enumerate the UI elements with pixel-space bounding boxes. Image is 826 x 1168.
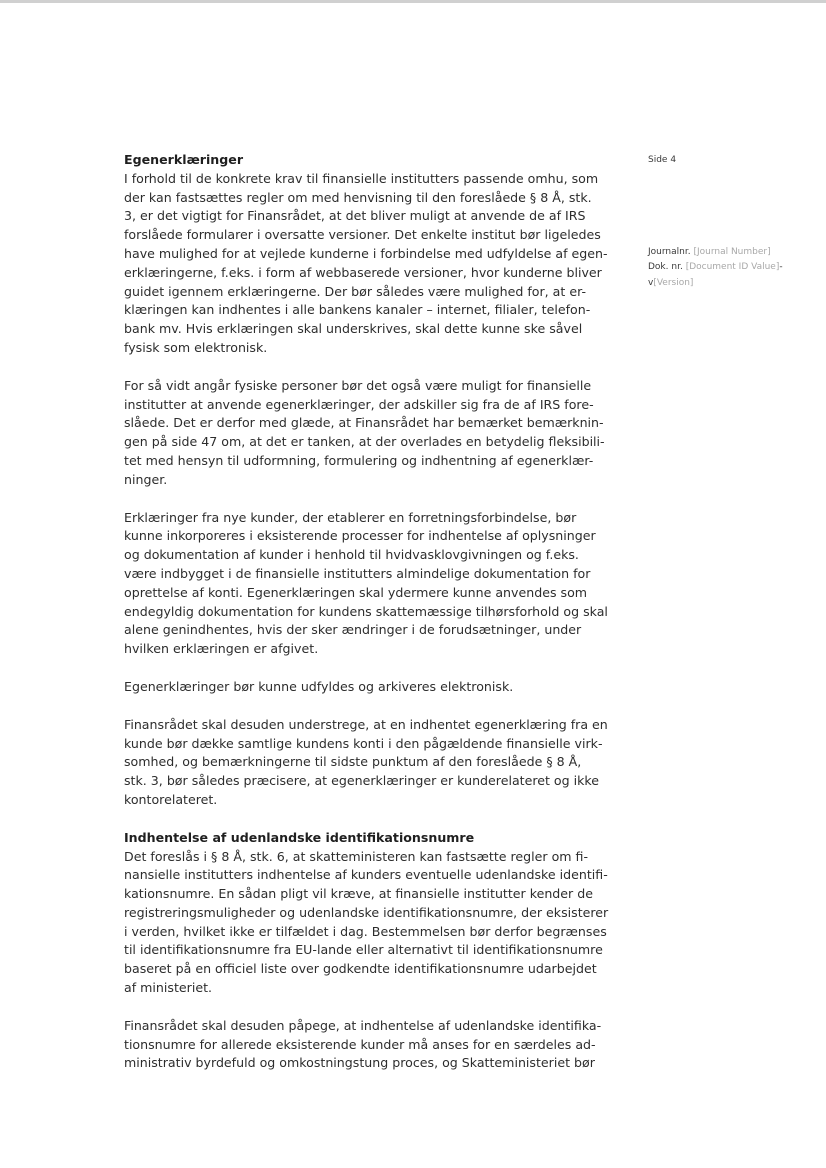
paragraph — [124, 151, 608, 358]
page-number: Side 4 — [648, 155, 677, 165]
paragraph-line: 3, er det vigtigt for Finansrådet, at det bliver muligt at anvende de af IRS — [124, 208, 586, 224]
paragraph-line: institutter at anvende egenerklæringer, der adskiller sig fra de af IRS fore- — [124, 396, 594, 412]
journal-number-value: [Journal Number] — [693, 246, 771, 257]
paragraph-spacer — [124, 998, 608, 1017]
paragraph-line: Finansrådet skal desuden understrege, at en indhentet egenerklæring fra en — [124, 716, 608, 732]
paragraph-spacer — [124, 358, 608, 377]
paragraph-line: nansielle institutters indhentelse af kunders eventuelle udenlandske identifi- — [124, 867, 608, 883]
document-number-suffix: - — [779, 262, 783, 273]
version-row — [648, 276, 818, 292]
paragraph — [124, 829, 608, 998]
paragraph-line: endegyldig dokumentation for kundens skattemæssige tilhørsforhold og skal — [124, 603, 608, 619]
paragraph-line: kontorelateret. — [124, 791, 218, 807]
paragraph-line: hvilken erklæringen er afgivet. — [124, 641, 319, 657]
paragraph — [124, 716, 608, 810]
paragraph-line: baseret på en officiel liste over godkendte identifikationsnumre udarbejdet — [124, 961, 597, 977]
paragraph-line: Finansrådet skal desuden påpege, at indhentelse af udenlandske identifika- — [124, 1017, 602, 1033]
paragraph-spacer — [124, 810, 608, 829]
paragraph-line: have mulighed for at vejlede kunderne i forbindelse med udfyldelse af egen- — [124, 245, 608, 261]
paragraph-line: kationsnumre. En sådan pligt vil kræve, at finansielle institutter kender de — [124, 886, 593, 902]
paragraph-line: guidet igennem erklæringerne. Der bør således være mulighed for, at er- — [124, 283, 586, 299]
paragraph — [124, 1017, 608, 1073]
paragraph — [124, 377, 608, 490]
paragraph-line: af ministeriet. — [124, 980, 213, 996]
paragraph-line: gen på side 47 om, at det er tanken, at der overlades en betydelig fleksibili- — [124, 434, 605, 450]
paragraph-line: alene genindhentes, hvis der sker ændringer i de forudsætninger, under — [124, 622, 582, 638]
paragraph-line: slåede. Det er derfor med glæde, at Finansrådet har bemærket bemærknin- — [124, 415, 604, 431]
paragraph-line: oprettelse af konti. Egenerklæringen skal ydermere kunne anvendes som — [124, 584, 588, 600]
document-number-row — [648, 260, 818, 276]
paragraph-line: fysisk som elektronisk. — [124, 339, 268, 355]
paragraph-line: somhed, og bemærkningerne til sidste punktum af den foreslåede § 8 Å, — [124, 754, 582, 770]
paragraph-line: tet med hensyn til udformning, formulering og indhentning af egenerklær- — [124, 452, 594, 468]
version-value: [Version] — [653, 277, 694, 288]
paragraph-line: Det foreslås i § 8 Å, stk. 6, at skatteministeren kan fastsætte regler om fi- — [124, 848, 589, 864]
document-number-label: Dok. nr. — [648, 262, 683, 273]
journal-number-label: Journalnr. — [648, 246, 691, 257]
version-prefix: v — [648, 277, 654, 288]
paragraph-line: bank mv. Hvis erklæringen skal underskrives, skal dette kunne ske såvel — [124, 321, 583, 337]
paragraph-spacer — [124, 697, 608, 716]
paragraph-line: i verden, hvilket ikke er tilfældet i dag. Bestemmelsen bør derfor begrænses — [124, 923, 607, 939]
paragraph-line: der kan fastsættes regler om med henvisning til den foreslåede § 8 Å, stk. — [124, 189, 592, 205]
paragraph-line: Egenerklæringer bør kunne udfyldes og arkiveres elektronisk. — [124, 678, 514, 694]
paragraph-line: være indbygget i de finansielle institutters almindelige dokumentation for — [124, 565, 591, 581]
paragraph-line: forslåede formularer i oversatte versioner. Det enkelte institut bør ligeledes — [124, 227, 601, 243]
document-number-value: [Document ID Value] — [685, 262, 780, 273]
paragraph-line: kunde bør dække samtlige kundens konti i den pågældende finansielle virk- — [124, 735, 603, 751]
paragraph-line: tionsnumre for allerede eksisterende kunder må anses for en særdeles ad- — [124, 1036, 596, 1052]
paragraph — [124, 509, 608, 659]
section-heading: Indhentelse af udenlandske identifikationsnumre — [124, 829, 475, 845]
paragraph-line: I forhold til de konkrete krav til finansielle institutters passende omhu, som — [124, 170, 599, 186]
paragraph-line: kunne inkorporeres i eksisterende processer for indhentelse af oplysninger — [124, 528, 596, 544]
paragraph-line: Erklæringer fra nye kunder, der etablerer en forretningsforbindelse, bør — [124, 509, 577, 525]
paragraph-line: erklæringerne, f.eks. i form af webbaserede versioner, hvor kunderne bliver — [124, 264, 602, 280]
paragraph-line: stk. 3, bør således præcisere, at egenerklæringer er kunderelateret og ikke — [124, 773, 600, 789]
paragraph-line: ministrativ byrdefuld og omkostningstung proces, og Skatteministeriet bør — [124, 1055, 595, 1071]
paragraph-line: klæringen kan indhentes i alle bankens kanaler – internet, filialer, telefon- — [124, 302, 591, 318]
paragraph-line: registreringsmuligheder og udenlandske identifikationsnumre, der eksisterer — [124, 904, 609, 920]
page-top-border — [0, 0, 826, 3]
paragraph-spacer — [124, 490, 608, 509]
paragraph-spacer — [124, 659, 608, 678]
section-heading: Egenerklæringer — [124, 152, 244, 167]
paragraph-line: For så vidt angår fysiske personer bør det også være muligt for finansielle — [124, 377, 592, 393]
journal-number-row — [648, 245, 818, 261]
paragraph-line: og dokumentation af kunder i henhold til hvidvasklovgivningen og f.eks. — [124, 547, 579, 563]
paragraph-line: til identifikationsnumre fra EU-lande eller alternativt til identifikationsnumre — [124, 942, 603, 958]
document-sidebar — [648, 151, 818, 291]
paragraph-line: ninger. — [124, 471, 168, 487]
paragraph — [124, 678, 608, 697]
document-body — [124, 151, 608, 1073]
